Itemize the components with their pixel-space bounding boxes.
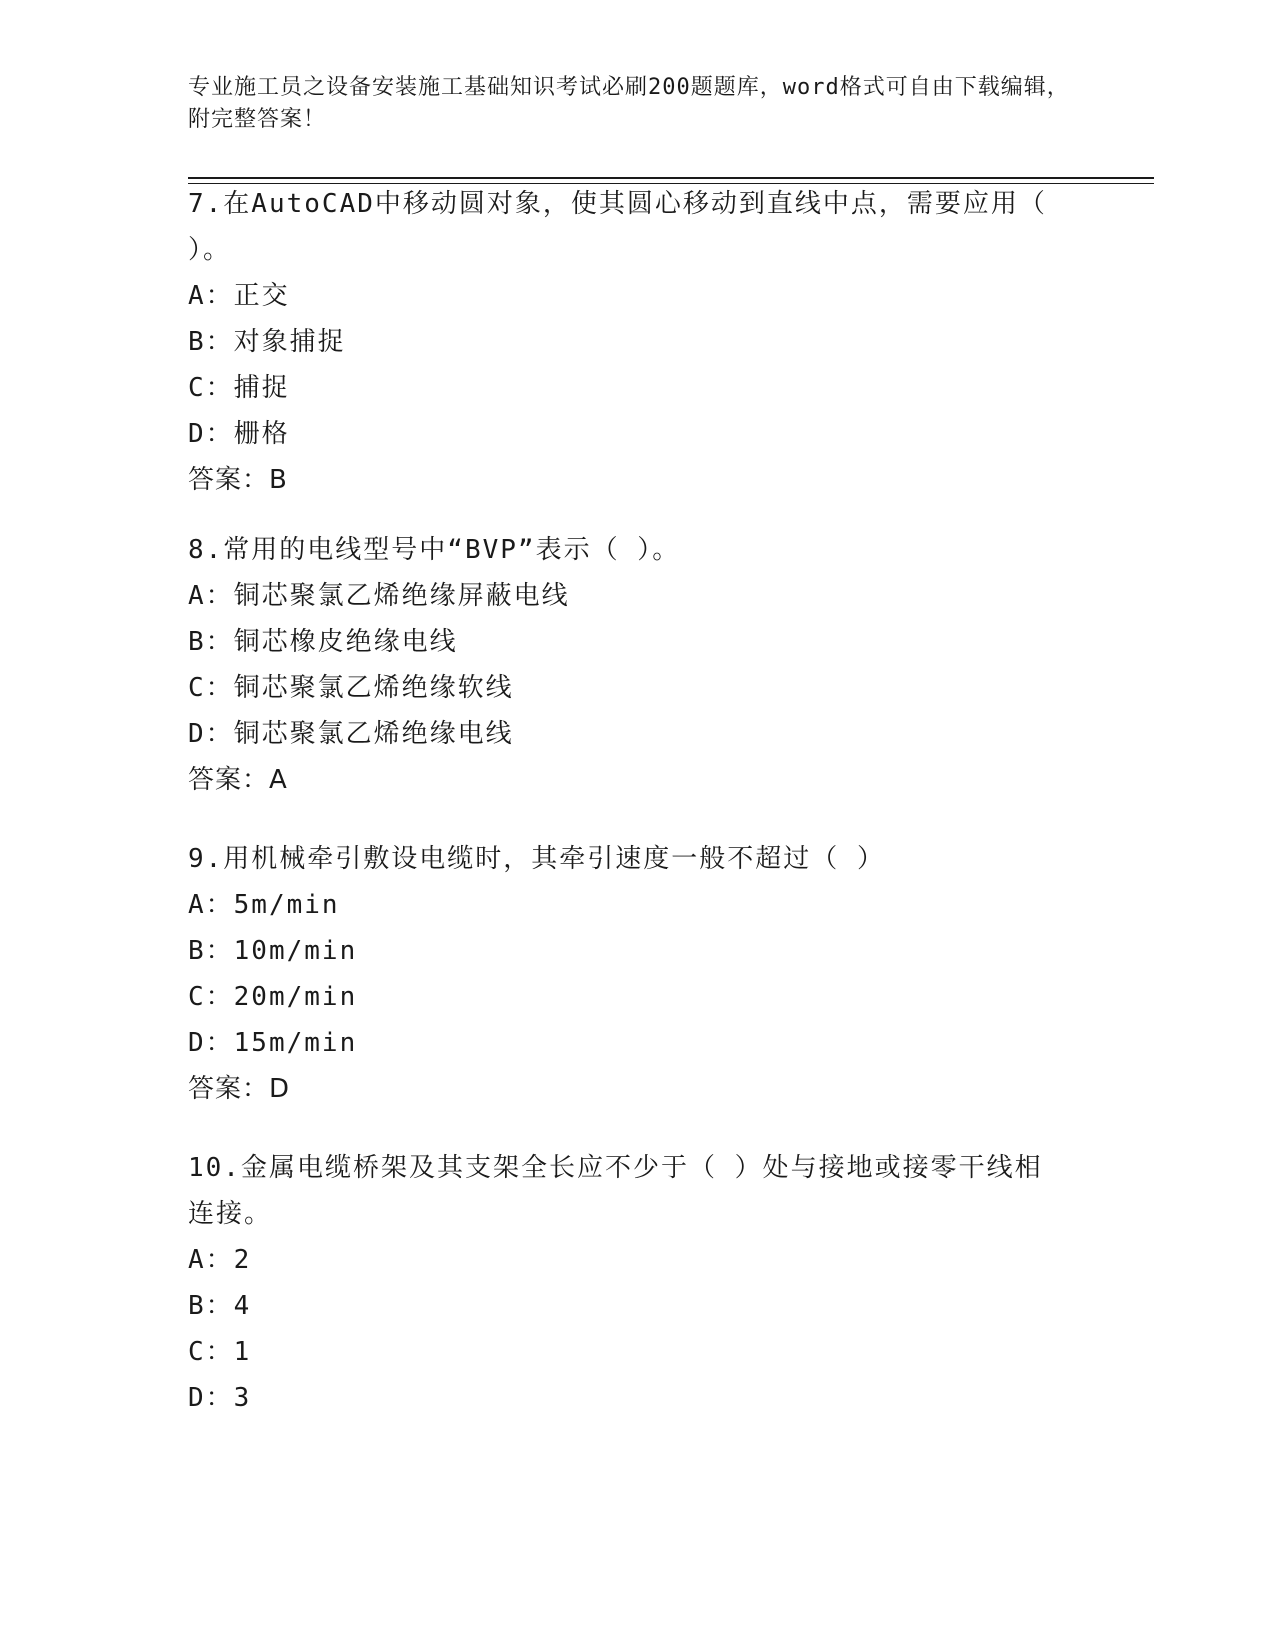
option-b: B：10m/min bbox=[188, 936, 358, 966]
question-8 bbox=[188, 527, 1068, 803]
option-d: D：15m/min bbox=[188, 1028, 358, 1058]
answer-line: 答案：B bbox=[188, 465, 288, 495]
option-c: C：1 bbox=[188, 1337, 252, 1367]
question-9 bbox=[188, 836, 1068, 1112]
question-stem: 10.金属电缆桥架及其支架全长应不少于（ ）处与接地或接零干线相连接。 bbox=[188, 1153, 1043, 1229]
document-title: 专业施工员之设备安装施工基础知识考试必刷200题题库，word格式可自由下载编辑，附完整答案！ bbox=[188, 75, 1070, 132]
option-d: D：3 bbox=[188, 1383, 252, 1413]
option-a: A：5m/min bbox=[188, 890, 340, 920]
answer-line: 答案：A bbox=[188, 765, 288, 795]
option-a: A：2 bbox=[188, 1245, 252, 1275]
option-c: C：捕捉 bbox=[188, 373, 290, 403]
page-header bbox=[188, 72, 1088, 136]
header-divider-thick bbox=[188, 177, 1154, 179]
option-b: B：4 bbox=[188, 1291, 252, 1321]
option-c: C：铜芯聚氯乙烯绝缘软线 bbox=[188, 673, 514, 703]
question-stem: 7.在AutoCAD中移动圆对象，使其圆心移动到直线中点，需要应用（ ）。 bbox=[188, 189, 1047, 265]
option-b: B：铜芯橡皮绝缘电线 bbox=[188, 627, 458, 657]
option-a: A：铜芯聚氯乙烯绝缘屏蔽电线 bbox=[188, 581, 570, 611]
option-d: D：铜芯聚氯乙烯绝缘电线 bbox=[188, 719, 514, 749]
question-7 bbox=[188, 181, 1068, 503]
option-d: D：栅格 bbox=[188, 419, 290, 449]
question-stem: 9.用机械牵引敷设电缆时，其牵引速度一般不超过（ ） bbox=[188, 844, 885, 874]
option-b: B：对象捕捉 bbox=[188, 327, 346, 357]
question-stem: 8.常用的电线型号中“BVP”表示（ ）。 bbox=[188, 535, 681, 565]
option-a: A：正交 bbox=[188, 281, 290, 311]
answer-line: 答案：D bbox=[188, 1074, 291, 1104]
question-10 bbox=[188, 1145, 1068, 1421]
option-c: C：20m/min bbox=[188, 982, 358, 1012]
